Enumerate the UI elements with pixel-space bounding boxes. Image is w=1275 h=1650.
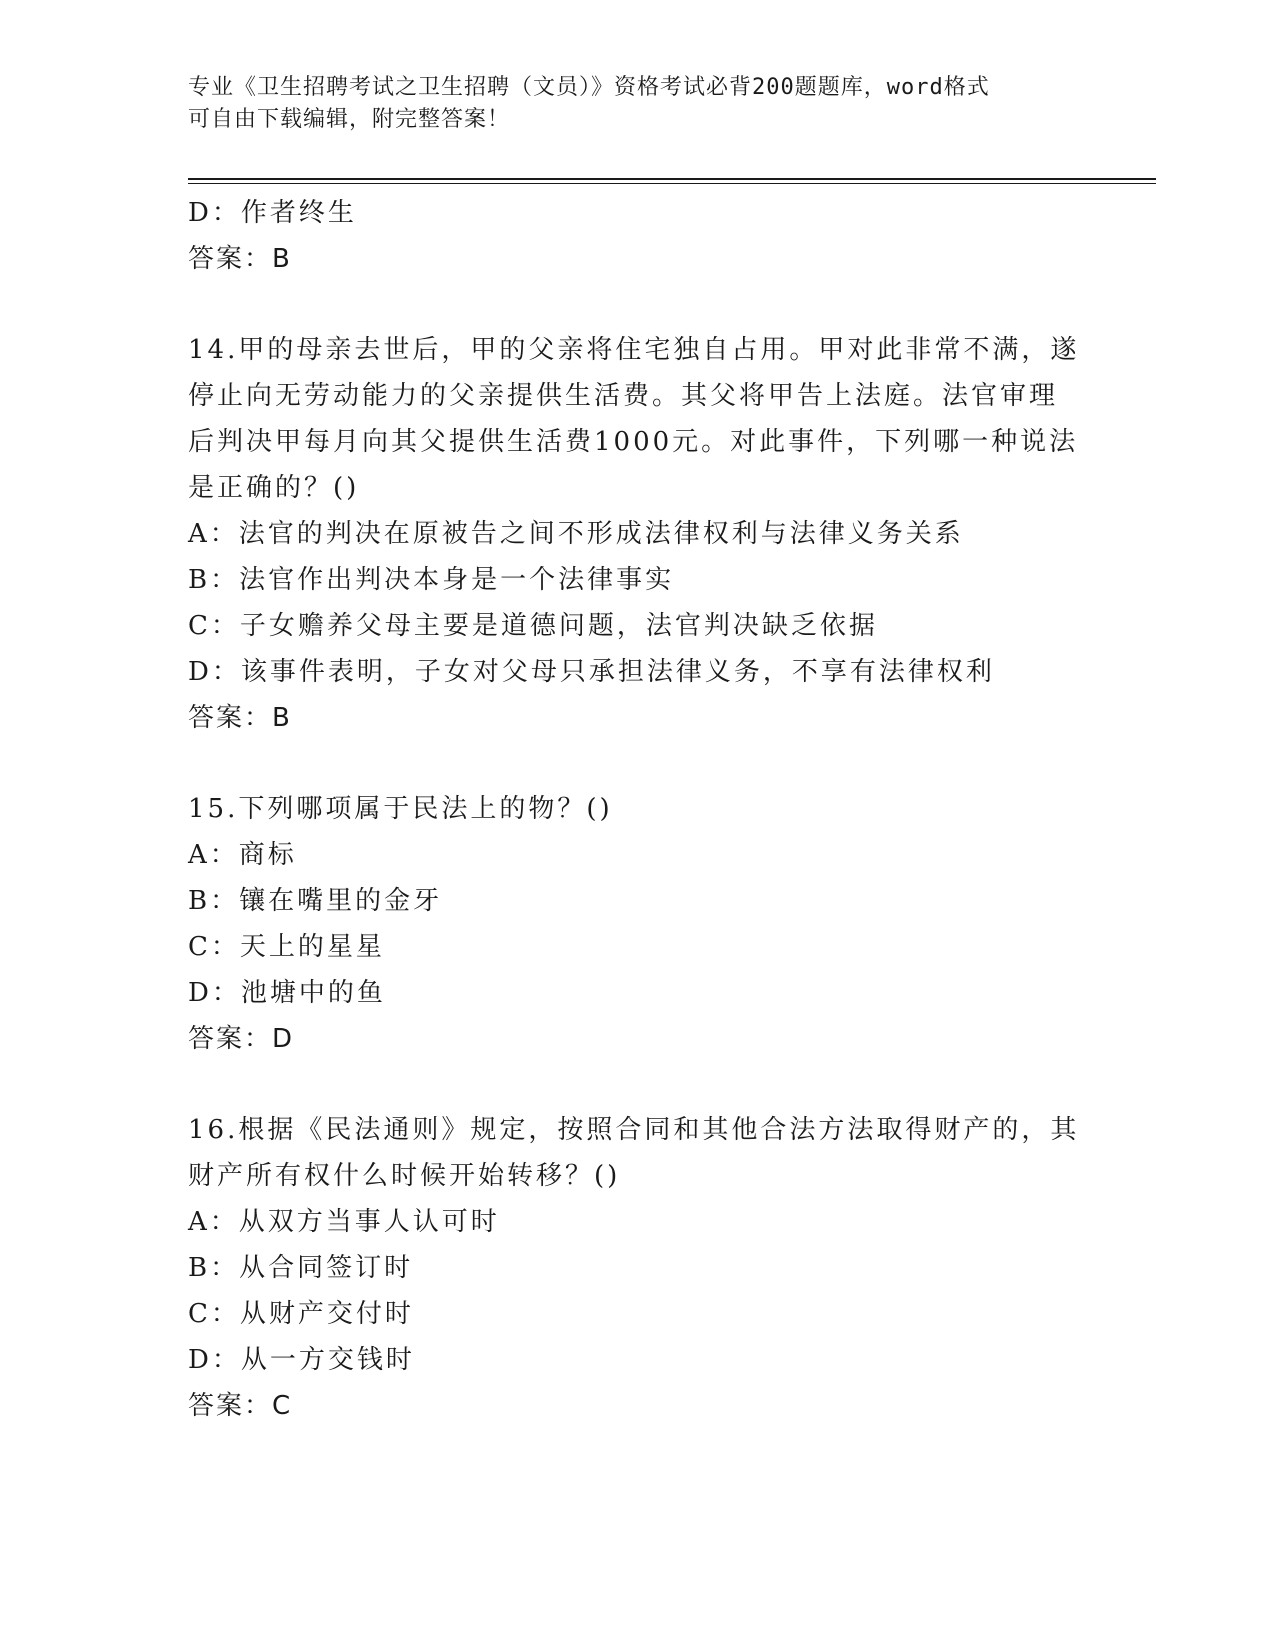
- question-stem-line: 后判决甲每月向其父提供生活费1000元。对此事件，下列哪一种说法: [188, 427, 1079, 457]
- question-14: [188, 327, 1088, 741]
- answer-label: 答案：B: [188, 703, 292, 733]
- answer-label: 答案：C: [188, 1391, 293, 1421]
- question-stem-line: 16.根据《民法通则》规定，按照合同和其他合法方法取得财产的，其: [188, 1115, 1080, 1145]
- document-header: [188, 72, 1088, 136]
- option-a: A：法官的判决在原被告之间不形成法律权利与法律义务关系: [188, 519, 964, 549]
- option-a: A：商标: [188, 840, 297, 870]
- answer-label: 答案：B: [188, 244, 292, 274]
- question-stem-line: 14.甲的母亲去世后，甲的父亲将住宅独自占用。甲对此非常不满，遂: [188, 335, 1080, 365]
- question-list: [188, 190, 1088, 1429]
- answer-label: 答案：D: [188, 1024, 295, 1054]
- header-divider-thin: [188, 183, 1156, 184]
- option-c: C：子女赡养父母主要是道德问题，法官判决缺乏依据: [188, 611, 878, 641]
- option-a: A：从双方当事人认可时: [188, 1207, 500, 1237]
- header-line-1: 专业《卫生招聘考试之卫生招聘（文员）》资格考试必背200题题库，word格式: [188, 75, 990, 100]
- question-16: [188, 1107, 1088, 1429]
- question-stem-line: 是正确的？(): [188, 473, 360, 503]
- header-line-2: 可自由下载编辑，附完整答案！: [188, 107, 511, 132]
- question-stem-line: 15.下列哪项属于民法上的物？(): [188, 794, 613, 824]
- option-c: C：从财产交付时: [188, 1299, 414, 1329]
- option-d: D：从一方交钱时: [188, 1345, 415, 1375]
- option-d: D：作者终生: [188, 198, 357, 228]
- question-15: [188, 786, 1088, 1062]
- question-stem-line: 财产所有权什么时候开始转移？(): [188, 1161, 621, 1191]
- spacer: [188, 741, 1088, 786]
- question-stem-line: 停止向无劳动能力的父亲提供生活费。其父将甲告上法庭。法官审理: [188, 381, 1059, 411]
- option-b: B：法官作出判决本身是一个法律事实: [188, 565, 675, 595]
- header-divider-thick: [188, 178, 1156, 180]
- option-c: C：天上的星星: [188, 932, 385, 962]
- option-b: B：镶在嘴里的金牙: [188, 886, 443, 916]
- option-d: D：该事件表明，子女对父母只承担法律义务，不享有法律权利: [188, 657, 995, 687]
- spacer: [188, 1062, 1088, 1107]
- spacer: [188, 282, 1088, 327]
- option-b: B：从合同签订时: [188, 1253, 414, 1283]
- option-d: D：池塘中的鱼: [188, 978, 386, 1008]
